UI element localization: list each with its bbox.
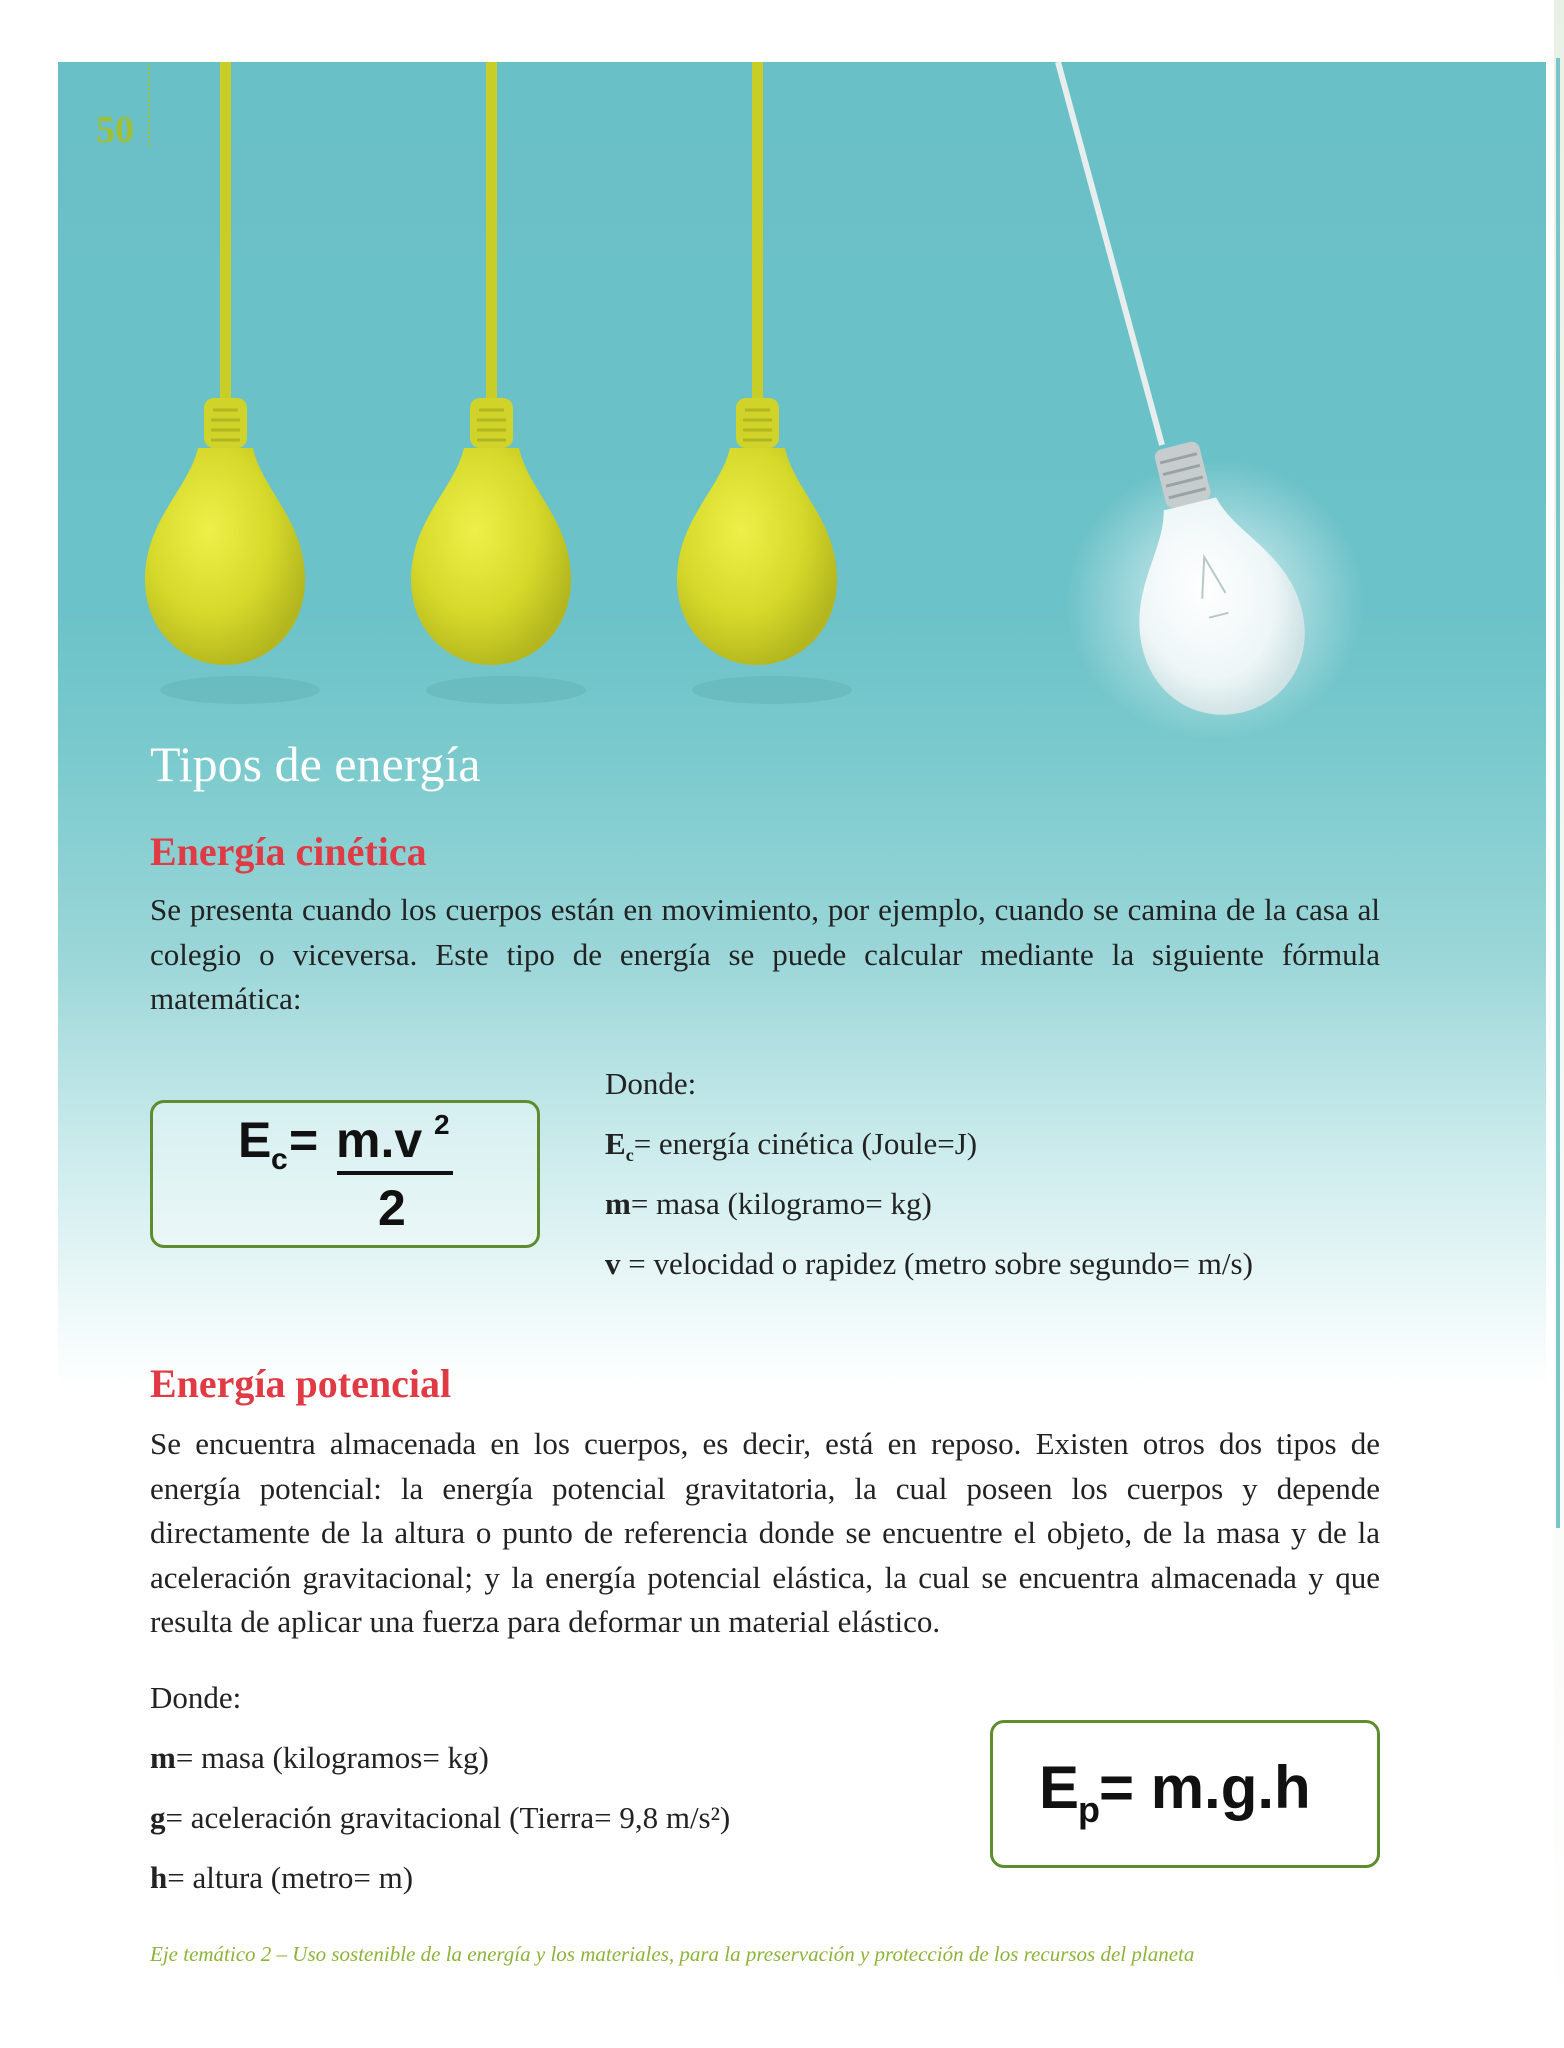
kinetic-energy-heading: Energía cinética xyxy=(150,829,427,874)
potential-energy-paragraph: Se encuentra almacenada en los cuerpos, es decir, está en reposo. Existen otros dos tipos de energía potencial: la energía potencial gravitatoria, la cual poseen los cuerpos y depende directamente de la altura o punto de referencia donde se encuentre el objeto, de la masa y de la aceleración gravitacional; y la energía potencial elástica, la cual se encuentra almacenada y que resulta de aplicar una fuerza para deformar un material elástico. xyxy=(150,1426,1380,1639)
hanging-lightbulbs-illustration xyxy=(0,0,1564,760)
definition-symbol: v xyxy=(605,1246,621,1281)
formula-numerator: m.v xyxy=(336,1112,423,1168)
kinetic-formula-box xyxy=(150,1100,540,1248)
definition-symbol: m xyxy=(605,1186,631,1221)
formula-equals: = xyxy=(289,1112,319,1168)
page-number: 50 xyxy=(96,109,134,151)
definition-velocity xyxy=(605,1244,1253,1284)
definition-kinetic-energy xyxy=(605,1124,977,1175)
formula-numerator-exponent: 2 xyxy=(434,1109,450,1140)
definition-symbol: m xyxy=(150,1740,176,1775)
yellow-bulb-1 xyxy=(145,62,320,704)
formula-ep-subscript: p xyxy=(1078,1789,1100,1830)
fraction-bar xyxy=(337,1171,453,1175)
yellow-bulb-3 xyxy=(677,62,852,704)
kinetic-where-label: Donde: xyxy=(605,1066,697,1101)
formula-ep-expression: = m.g.h xyxy=(1099,1754,1311,1821)
formula-ec-subscript: c xyxy=(271,1143,288,1176)
white-glowing-bulb xyxy=(1058,62,1365,740)
footer-theme-line: Eje temático 2 – Uso sostenible de la energía y los materiales, para la preservación y protección de los recursos del planeta xyxy=(150,1942,1195,1966)
yellow-bulb-2 xyxy=(411,62,586,704)
definition-text: = altura (metro= m) xyxy=(167,1860,414,1895)
formula-denominator: 2 xyxy=(378,1180,406,1236)
definition-symbol: g xyxy=(150,1800,166,1835)
definition-text: = energía cinética (Joule=J) xyxy=(633,1126,978,1161)
definition-mass xyxy=(605,1184,932,1224)
definition-text: = masa (kilogramos= kg) xyxy=(175,1740,489,1775)
definition-text: = masa (kilogramo= kg) xyxy=(630,1186,932,1221)
potential-where-label: Donde: xyxy=(150,1680,242,1715)
definition-text: = aceleración gravitacional (Tierra= 9,8 m/s²) xyxy=(165,1800,731,1835)
page-number-divider xyxy=(148,64,150,146)
definition-symbol: h xyxy=(150,1860,168,1895)
kinetic-energy-paragraph: Se presenta cuando los cuerpos están en movimiento, por ejemplo, cuando se camina de la casa al colegio o viceversa. Este tipo de energía se puede calcular mediante la siguiente fórmula matemática: xyxy=(150,892,1380,1016)
formula-ep-symbol: E xyxy=(1039,1754,1080,1821)
potential-formula-box xyxy=(990,1720,1380,1868)
definition-height xyxy=(150,1858,413,1898)
formula-ec-symbol: E xyxy=(238,1112,272,1168)
potential-energy-heading: Energía potencial xyxy=(150,1361,452,1406)
definition-mass-potential xyxy=(150,1738,489,1778)
definition-symbol: E xyxy=(605,1126,626,1161)
definition-subscript: c xyxy=(625,1145,634,1166)
definition-gravity xyxy=(150,1798,730,1838)
page-title: Tipos de energía xyxy=(150,736,481,792)
definition-text: = velocidad o rapidez (metro sobre segundo= m/s) xyxy=(620,1246,1253,1281)
